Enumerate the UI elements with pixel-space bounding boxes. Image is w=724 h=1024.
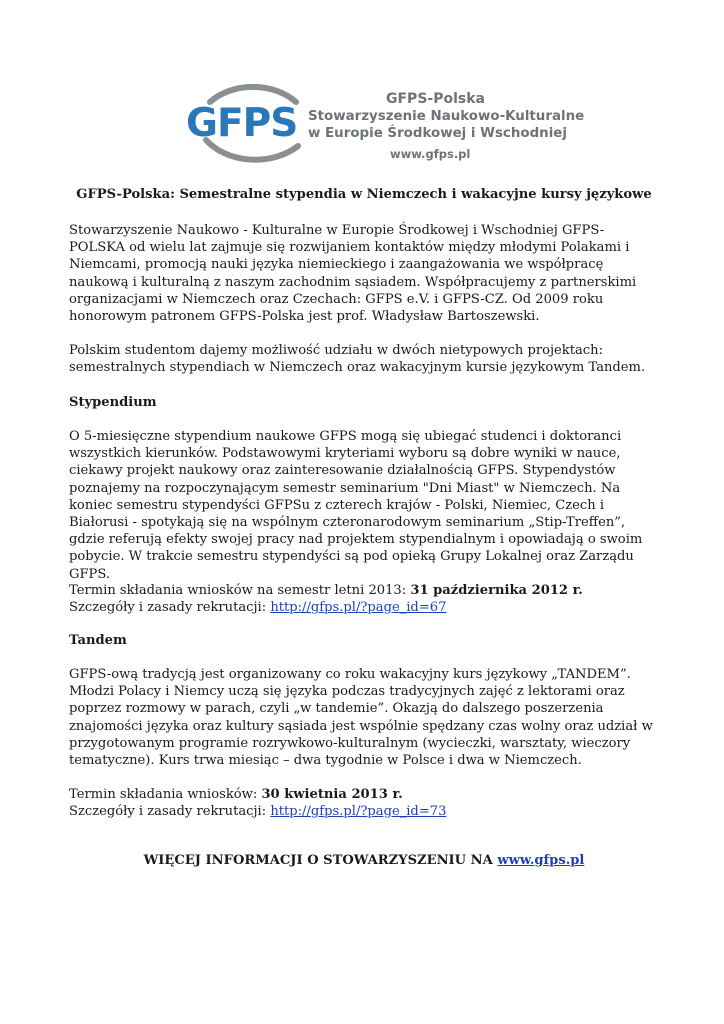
- stypendium-deadline-value: 31 października 2012 r.: [410, 583, 583, 598]
- tandem-deadline-block: [69, 786, 659, 820]
- tandem-heading-wrap: [69, 632, 659, 649]
- footer-link[interactable]: www.gfps.pl: [497, 853, 585, 868]
- document-title: GFPS-Polska: Semestralne stypendia w Niemczech i wakacyjne kursy językowe: [76, 187, 652, 202]
- stypendium-section: [69, 428, 659, 583]
- stypendium-heading-wrap: [69, 394, 659, 411]
- intro-section: [69, 222, 659, 325]
- logo-line-3: w Europie Środkowej i Wschodniej: [308, 126, 567, 141]
- stypendium-details-label: Szczegóły i zasady rekrutacji:: [69, 600, 271, 616]
- projects-section: [69, 342, 659, 376]
- tandem-heading: Tandem: [69, 633, 127, 648]
- tandem-details: [69, 803, 659, 820]
- tandem-details-label: Szczegóły i zasady rekrutacji:: [69, 804, 271, 820]
- stypendium-heading: Stypendium: [69, 395, 157, 410]
- tandem-section: [69, 666, 659, 769]
- logo-line-2: Stowarzyszenie Naukowo-Kulturalne: [308, 109, 585, 124]
- stypendium-details: [69, 599, 659, 616]
- stypendium-deadline-label: Termin składania wniosków na semestr letni 2013:: [69, 583, 411, 598]
- intro-paragraph: Stowarzyszenie Naukowo - Kulturalne w Europie Środkowej i Wschodniej GFPS-POLSKA od wielu lat zajmuje się rozwijaniem kontaktów między młodymi Polakami i Niemcami, promocją nauki języka niemieckiego i zaangażowania we współpracę naukową i kulturalną z naszym zachodnim sąsiadem. Współpracujemy z partnerskimi organizacjami w Niemczech oraz Czechach: GFPS e.V. i GFPS-CZ. Od 2009 roku honorowym patronem GFPS-Polska jest prof. Władysław Bartoszewski.: [69, 223, 637, 325]
- stypendium-deadline: [69, 582, 659, 599]
- projects-paragraph: Polskim studentom dajemy możliwość udziału w dwóch nietypowych projektach: semestralnych stypendiach w Niemczech oraz wakacyjnym kursie językowym Tandem.: [69, 343, 646, 376]
- logo-wordmark: GFPS: [186, 101, 298, 146]
- tandem-deadline-label: Termin składania wniosków:: [69, 787, 262, 802]
- tandem-details-link[interactable]: http://gfps.pl/?page_id=73: [270, 804, 447, 820]
- tandem-deadline-value: 30 kwietnia 2013 r.: [261, 787, 403, 802]
- tandem-deadline: [69, 786, 659, 803]
- logo-line-1: GFPS-Polska: [386, 91, 485, 107]
- stypendium-body: O 5-miesięczne stypendium naukowe GFPS mogą się ubiegać studenci i doktoranci wszystkich kierunków. Podstawowymi kryteriami wyboru są dobre wyniki w nauce, ciekawy projekt naukowy oraz zainteresowanie działalnością GFPS. Stypendystów poznajemy na rozpoczynającym semestr seminarium "Dni Miast" w Niemczech. Na koniec semestru stypendyści GFPSu z czterech krajów - Polski, Niemiec, Czech i Białorusi - spotykają się na wspólnym czteronarodowym seminarium „Stip-Treffen”, gdzie referują efekty swojej pracy nad projektem stypendialnym i opowiadają o swoim pobycie. W trakcie semestru stypendyści są pod opieką Grupy Lokalnej oraz Zarządu GFPS.: [69, 429, 643, 582]
- footer-text: WIĘCEJ INFORMACJI O STOWARZYSZENIU NA: [143, 853, 498, 868]
- tandem-body: GFPS-ową tradycją jest organizowany co roku wakacyjny kurs językowy „TANDEM”. Młodzi Polacy i Niemcy uczą się języka podczas tradycyjnych zajęć z lektorami oraz poprzez rozmowy w parach, czyli „w tandemie”. Okazją do dalszego poszerzenia znajomości języka oraz kultury sąsiada jest wspólnie spędzany czas wolny oraz udział w przygotowanym programie rozrywkowo-kulturalnym (wycieczki, warsztaty, wieczory tematyczne). Kurs trwa miesiąc – dwa tygodnie w Polsce i dwa w Niemczech.: [69, 667, 653, 769]
- logo-arc-top: [210, 87, 296, 102]
- stypendium-deadline-block: [69, 582, 659, 616]
- footer: [69, 853, 659, 868]
- logo-url: www.gfps.pl: [390, 147, 471, 161]
- stypendium-details-link[interactable]: http://gfps.pl/?page_id=67: [270, 600, 447, 616]
